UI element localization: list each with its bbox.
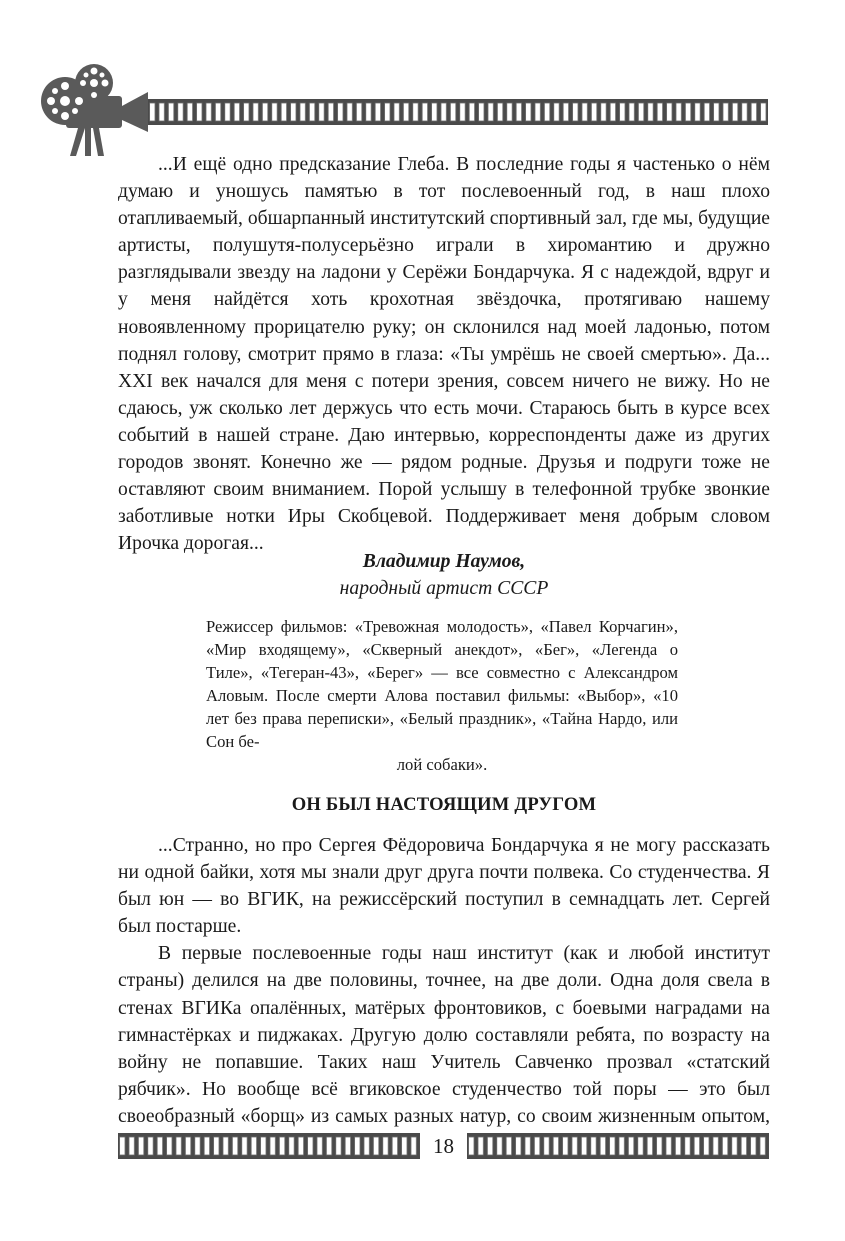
section-paragraph: В первые послевоенные годы наш институт (как и любой институт страны) делился на две половины, точнее, на две доли. Одна доля свела в стенах ВГИКа опалённых, матёрых фронтовиков, с боевыми наградами на гимнастёрках и пиджаках. Другую долю составляли ребята, по возрасту на войну не попавшие. Таких наш Учитель Савченко прозвал «статский рябчик». Но вообще всё вгиковское студенчество той поры — это был своеобразный «борщ» из самых разных натур, со своим жизненным опытом,: [118, 943, 770, 1127]
film-strip-icon: [148, 99, 768, 125]
section-text: [118, 832, 770, 1157]
film-camera-icon: [38, 56, 154, 158]
film-strip-icon: [467, 1133, 769, 1159]
page-number: 18: [433, 1134, 454, 1158]
bio-text-end: лой собаки».: [396, 755, 488, 774]
author-signature: [118, 548, 770, 602]
author-title: народный артист СССР: [339, 578, 549, 599]
intro-paragraph: ...И ещё одно предсказание Глеба. В последние годы я частенько о нём думаю и уношусь памятью в тот послевоенный год, в наш плохо отапливаемый, обшарпанный институтский спортивный зал, где мы, будущие артисты, полушутя-полусерьёзно играли в хиромантию и дружно разглядывали звезду на ладони у Серёжи Бондарчука. Я с надеждой, вдруг и у меня найдётся хоть крохотная звёздочка, протягиваю нашему новоявленному прорицателю руку; он склонился над моей ладонью, потом поднял голову, смотрит прямо в глаза: «Ты умрёшь не своей смертью». Да... XXI век начался для меня с потери зрения, совсем ничего не вижу. Но не сдаюсь, уж сколько лет держусь что есть мочи. Стараюсь быть в курсе всех событий в нашей стране. Даю интервью, корреспонденты даже из других городов звонят. Конечно же — рядом родные. Друзья и подруги тоже не оставляют своим вниманием. Порой услышу в телефонной трубке звонкие заботливые нотки Иры Скобцевой. Поддерживает меня добрым словом Ирочка дорогая...: [118, 154, 770, 555]
intro-text: [118, 151, 770, 557]
author-bio: [206, 615, 678, 776]
film-strip-icon: [118, 1133, 420, 1159]
section-paragraph: ...Странно, но про Сергея Фёдоровича Бондарчука я не могу рассказать ни одной байки, хотя мы знали друг друга почти полвека. Со студенчества. Я был юн — во ВГИК, на режиссёрский поступил в семнадцать лет. Сергей был постарше.: [118, 835, 770, 938]
bio-text: Режиссер фильмов: «Тревожная молодость», «Павел Корчагин», «Мир входящему», «Скверный анекдот», «Бег», «Легенда о Тиле», «Тегеран-43», «Берег» — все совместно с Александром Аловым. После смерти Алова поставил фильмы: «Выбор», «10 лет без права переписки», «Белый праздник», «Тайна Нардо, или Сон бе-: [206, 617, 678, 751]
author-name: Владимир Наумов,: [362, 551, 526, 572]
section-heading: ОН БЫЛ НАСТОЯЩИМ ДРУГОМ: [291, 794, 597, 815]
